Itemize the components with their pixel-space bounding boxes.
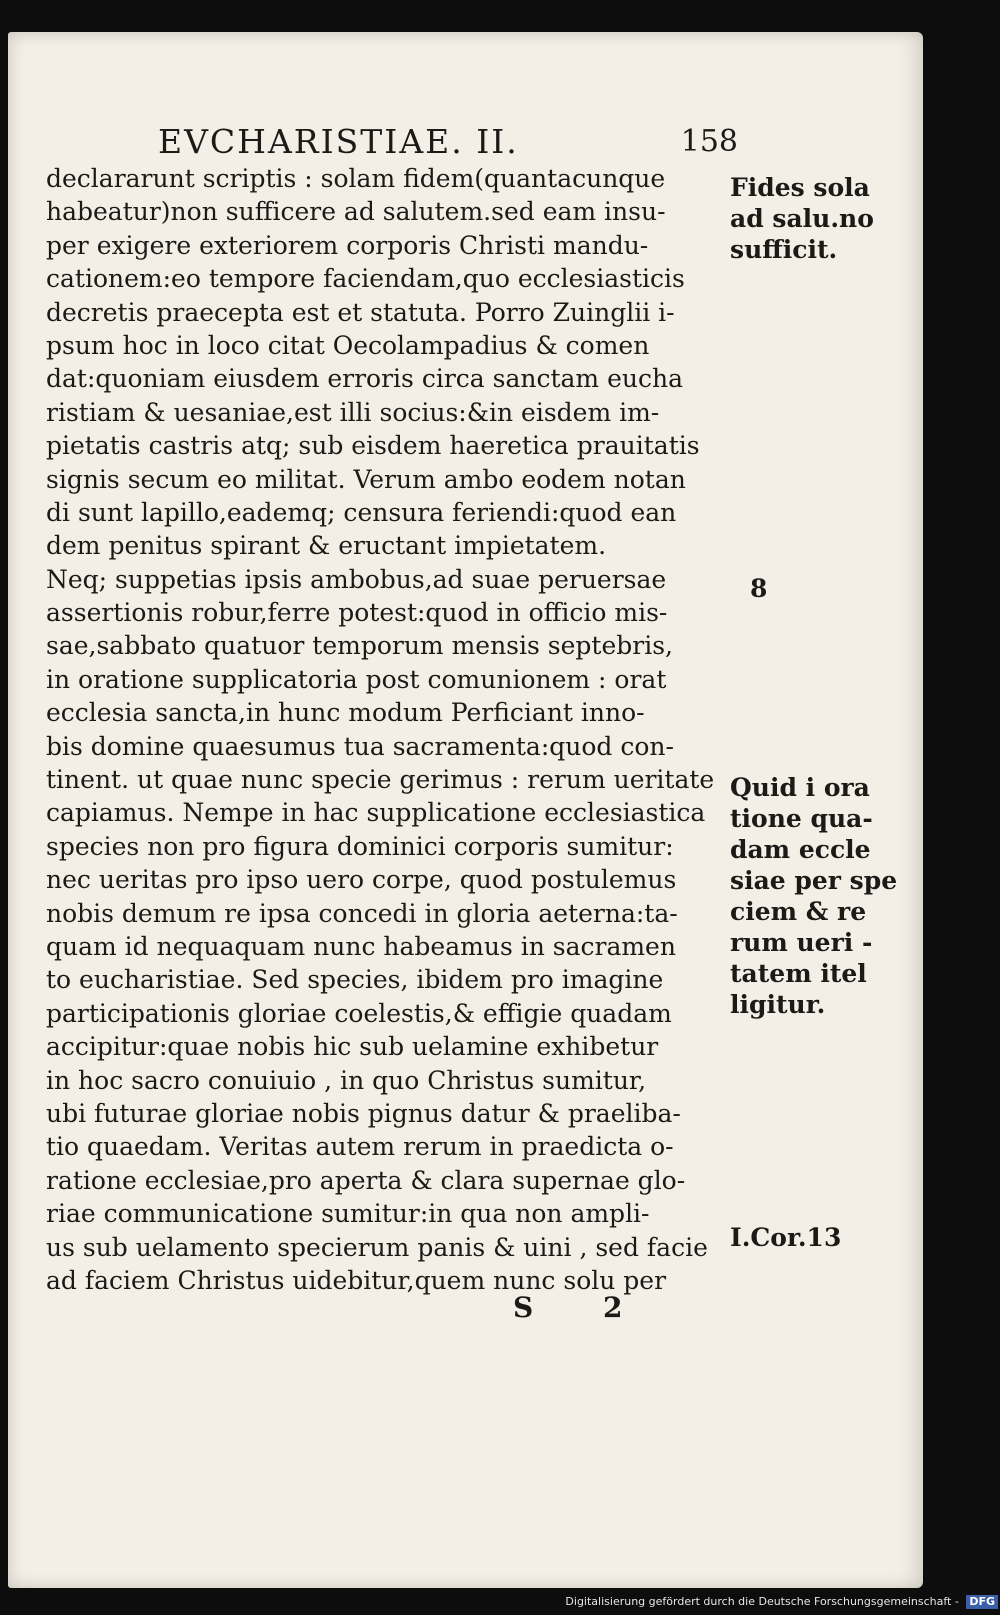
folio-number: 158 <box>680 124 738 159</box>
text-line: in oratione supplicatoria post comunionem : orat <box>46 664 667 694</box>
margin-line: tatem itel <box>730 959 867 988</box>
margin-line: siae per spe <box>730 866 898 895</box>
text-line: quam id nequaquam nunc habeamus in sacramen <box>46 931 676 961</box>
text-line: ristiam & uesaniae,est illi socius:&in eisdem im- <box>46 397 660 427</box>
text-line: nec ueritas pro ipso uero corpe, quod postulemus <box>46 865 677 895</box>
margin-note-fides <box>730 172 905 265</box>
text-line: decretis praecepta est et statuta. Porro Zuinglii i- <box>46 297 675 327</box>
margin-line: sufficit. <box>730 235 838 264</box>
text-line: pietatis castris atq; sub eisdem haeretica prauitatis <box>46 431 700 461</box>
running-title: EVCHARISTIAE. II. <box>158 122 519 161</box>
text-line: sae,sabbato quatuor temporum mensis septebris, <box>46 631 673 661</box>
running-header <box>158 118 738 166</box>
paragraph-start-line: Neq; suppetias ipsis ambobus,ad suae peruersae <box>46 564 667 594</box>
text-line: participationis gloriae coelestis,& effigie quadam <box>46 998 672 1028</box>
digitization-credit <box>560 1592 998 1612</box>
margin-line: tione qua- <box>730 804 873 833</box>
text-line: signis secum eo militat. Verum ambo eodem notan <box>46 464 686 494</box>
text-line: habeatur)non sufficere ad salutem.sed eam insu- <box>46 197 666 227</box>
text-line: ecclesia sancta,in hunc modum Perficiant inno- <box>46 698 645 728</box>
margin-line: dam eccle <box>730 835 871 864</box>
main-text-block <box>46 162 726 1297</box>
text-line: dem penitus spirant & eructant impietatem. <box>46 531 607 561</box>
text-line: to eucharistiae. Sed species, ibidem pro imagine <box>46 965 664 995</box>
text-line: assertionis robur,ferre potest:quod in officio mis- <box>46 598 668 628</box>
text-line: ad faciem Christus uidebitur,quem nunc solu per <box>46 1265 667 1295</box>
text-line: species non pro figura dominici corporis sumitur: <box>46 831 674 861</box>
text-line: ubi futurae gloriae nobis pignus datur & praeliba- <box>46 1098 681 1128</box>
text-line: accipitur:quae nobis hic sub uelamine exhibetur <box>46 1032 659 1062</box>
text-line: di sunt lapillo,eademq; censura feriendi:quod ean <box>46 497 677 527</box>
margin-note-corinthians <box>730 1222 905 1253</box>
margin-note-quid <box>730 772 905 1020</box>
text-line: cationem:eo tempore faciendam,quo ecclesiasticis <box>46 264 685 294</box>
text-line: capiamus. Nempe in hac supplicatione ecclesiastica <box>46 798 706 828</box>
text-line: ratione ecclesiae,pro aperta & clara supernae glo- <box>46 1165 686 1195</box>
margin-line: I.Cor.13 <box>730 1223 842 1252</box>
margin-line: ciem & re <box>730 897 867 926</box>
text-line: in hoc sacro conuiuio , in quo Christus sumitur, <box>46 1065 647 1095</box>
text-line: per exigere exteriorem corporis Christi mandu- <box>46 230 649 260</box>
text-line: declararunt scriptis : solam fidem(quantacunque <box>46 164 666 193</box>
text-line: bis domine quaesumus tua sacramenta:quod con- <box>46 731 674 761</box>
credit-text: Digitalisierung gefördert durch die Deutsche Forschungsgemeinschaft - <box>565 1595 959 1608</box>
dfg-logo: DFG <box>966 1595 998 1609</box>
margin-line: ligitur. <box>730 990 826 1019</box>
text-line: nobis demum re ipsa concedi in gloria aeterna:ta- <box>46 898 678 928</box>
margin-section-number: 8 <box>750 574 768 603</box>
text-line: tio quaedam. Veritas autem rerum in praedicta o- <box>46 1132 674 1162</box>
text-line: riae communicatione sumitur:in qua non ampli- <box>46 1199 650 1229</box>
margin-line: rum ueri - <box>730 928 873 957</box>
signature-mark: S 2 <box>513 1291 653 1324</box>
text-line: psum hoc in loco citat Oecolampadius & comen <box>46 330 650 360</box>
book-page <box>8 32 923 1588</box>
text-line: tinent. ut quae nunc specie gerimus : rerum ueritate <box>46 765 715 795</box>
margin-line: Fides sola <box>730 173 870 202</box>
text-line: dat:quoniam eiusdem erroris circa sanctam eucha <box>46 364 683 394</box>
margin-line: Quid i ora <box>730 773 870 802</box>
margin-line: ad salu.no <box>730 204 874 233</box>
text-line: us sub uelamento specierum panis & uini , sed facie <box>46 1232 708 1262</box>
